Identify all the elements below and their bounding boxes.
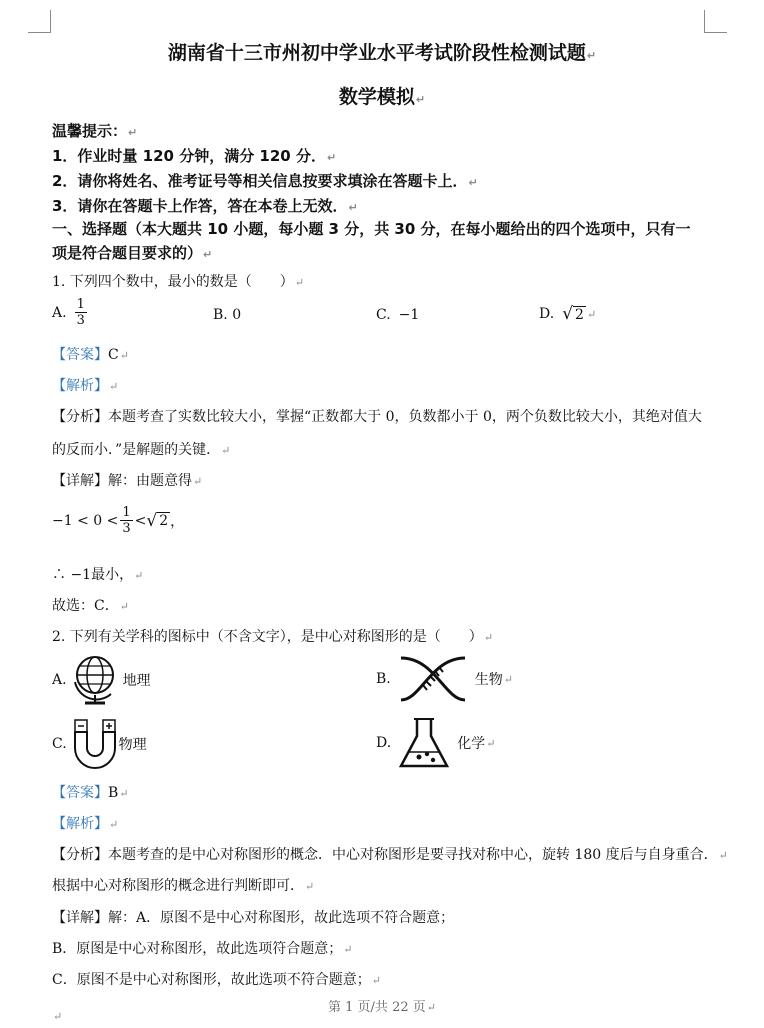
dna-helix-icon	[397, 652, 469, 706]
q2-jiexi: 【解析】↵	[52, 816, 119, 832]
globe-icon	[67, 652, 123, 708]
q2-option-b: B. 生物 ↵	[376, 652, 513, 706]
question-1-stem: 1. 下列四个数中，最小的数是（ ）↵	[52, 274, 305, 290]
q1-therefore: ∴ −1最小，↵	[52, 567, 144, 583]
trailing-paragraph-mark: ↵	[53, 1010, 63, 1023]
q1-answer: 【答案】C↵	[52, 347, 129, 363]
q2-option-c: C. 物理	[52, 716, 147, 772]
q1-detail: 【详解】解：由题意得↵	[52, 473, 203, 489]
q2-analysis-cont: 根据中心对称图形的概念进行判断即可．↵	[52, 878, 315, 894]
q2-detail-a: 【详解】解：A．原图不是中心对称图形，故此选项不符合题意；	[52, 910, 455, 926]
crop-mark-top-left	[28, 10, 51, 33]
question-2-stem: 2. 下列有关学科的图标中（不含文字），是中心对称图形的是（ ）↵	[52, 629, 494, 645]
q1-choose: 故选：C．↵	[52, 598, 129, 614]
magnet-icon	[71, 716, 119, 772]
section-heading-cont: 项是符合题目要求的）↵	[52, 244, 213, 262]
flask-icon	[397, 716, 451, 770]
sqrt-two: √ 2	[146, 510, 169, 531]
crop-mark-top-right	[704, 10, 727, 33]
q1-option-a: A. $\frac{1}{3}$	[52, 297, 85, 328]
fraction-one-third: $\frac{1}{3}$	[76, 297, 85, 328]
q1-analysis: 【分析】本题考查了实数比较大小，掌握“正数都大于 0，负数都小于 0，两个负数比较大小，其绝对值大	[52, 409, 702, 425]
fraction-one-third: $\frac{1}{3}$	[122, 505, 131, 536]
sqrt-two: √ 2	[562, 304, 584, 324]
tips-heading: 温馨提示：↵	[52, 122, 138, 140]
tip-item: 1．作业时量 120 分钟，满分 120 分．↵	[52, 147, 337, 165]
q2-option-d: D. 化学 ↵	[376, 716, 495, 770]
tip-item: 3．请你在答题卡上作答，答在本卷上无效．↵	[52, 197, 358, 215]
q2-answer: 【答案】B↵	[52, 785, 129, 801]
section-heading: 一、选择题（本大题共 10 小题，每小题 3 分，共 30 分，在每小题给出的四个选项中，只有一	[52, 220, 691, 238]
q1-option-b: B. 0	[213, 307, 242, 323]
document-title: 湖南省十三市州初中学业水平考试阶段性检测试题↵	[167, 42, 597, 64]
q1-option-d: D. √ 2 ↵	[539, 304, 597, 324]
q2-detail-b: B．原图是中心对称图形，故此选项符合题意；↵	[52, 941, 353, 957]
q2-option-a: A. 地理	[52, 652, 151, 708]
q2-detail-c: C．原图不是中心对称图形，故此选项不符合题意；↵	[52, 972, 381, 988]
q1-jiexi: 【解析】↵	[52, 378, 119, 394]
q2-analysis: 【分析】本题考查的是中心对称图形的概念．中心对称图形是要寻找对称中心，旋转 180 度后与自身重合．↵	[52, 847, 728, 863]
page-footer: 第 1 页/共 22 页↵	[328, 1000, 436, 1015]
tip-item: 2．请你将姓名、准考证号等相关信息按要求填涂在答题卡上．↵	[52, 172, 478, 190]
q1-option-c: C. −1	[376, 307, 420, 323]
q1-inequality: −1 < 0 < $\frac{1}{3}$ < √ 2 ，	[52, 505, 185, 536]
q1-analysis-cont: 的反而小．”是解题的关键．↵	[52, 442, 231, 458]
document-subtitle: 数学模拟↵	[338, 86, 426, 108]
